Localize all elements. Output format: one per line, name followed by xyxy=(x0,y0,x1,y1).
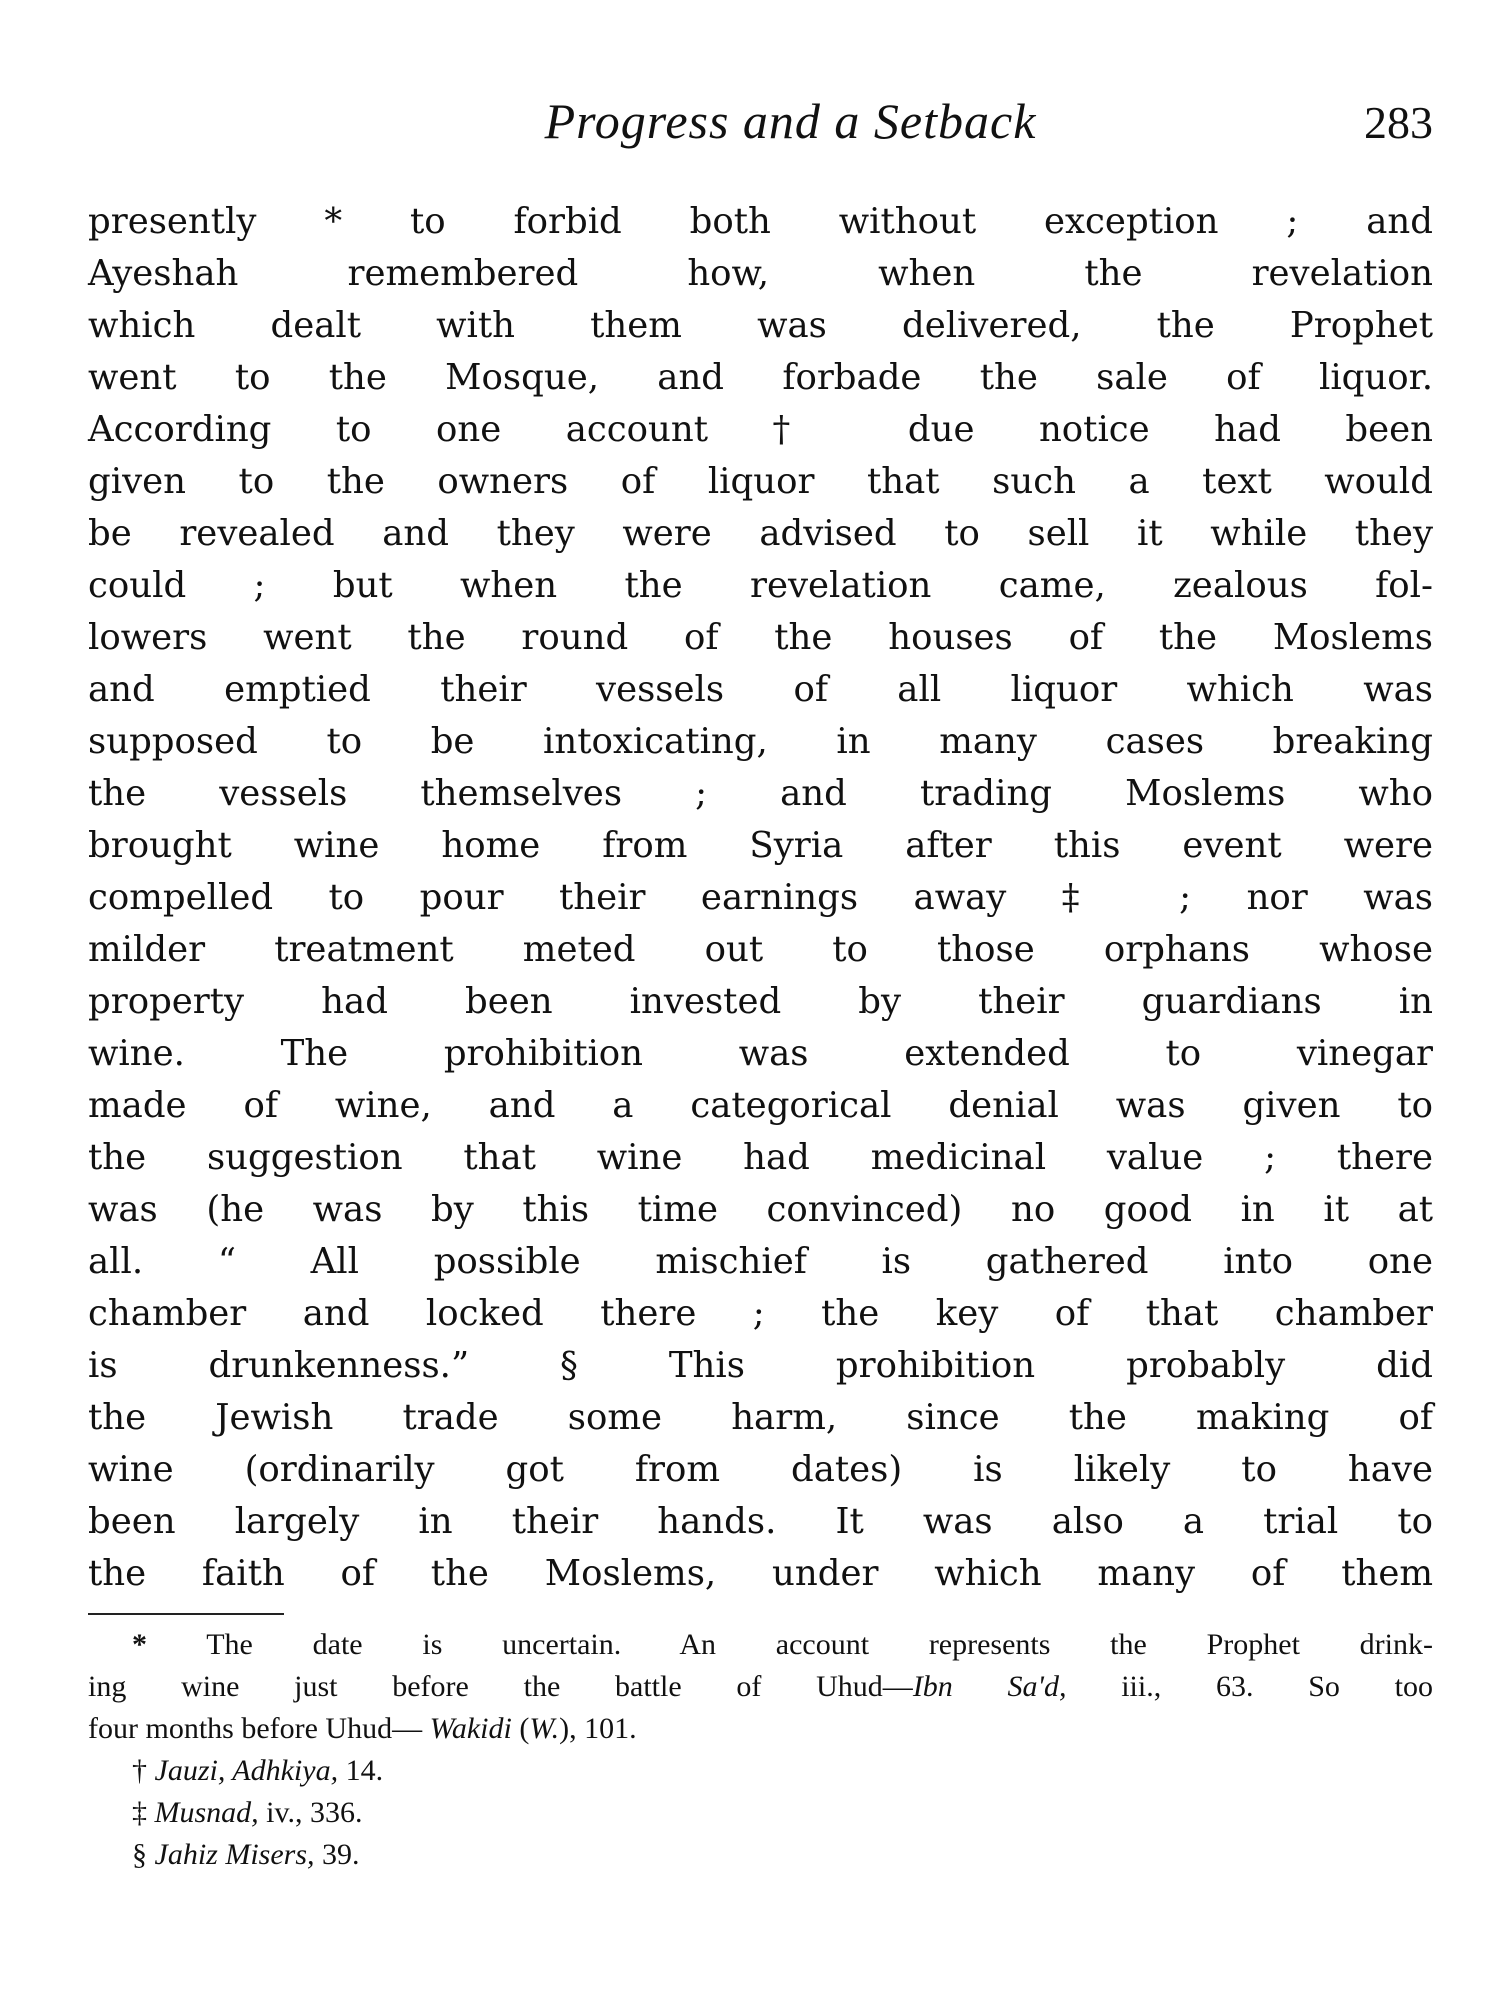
footnote-marker-double-dagger: ‡ xyxy=(132,1796,147,1829)
footnote-1-text: ( xyxy=(511,1712,530,1745)
footnote-marker-section: § xyxy=(132,1838,147,1871)
footnote-1-line-3 xyxy=(88,1708,1433,1750)
text-line: the suggestion that wine had medicinal value ; there xyxy=(88,1137,1433,1178)
text-line: According to one account † due notice had been xyxy=(88,409,1433,450)
footnote-marker-dagger: † xyxy=(132,1754,147,1787)
footnote-marker-asterisk: * xyxy=(132,1628,147,1661)
footnote-1-line-2 xyxy=(88,1666,1433,1708)
text-line: been largely in their hands. It was also a trial to xyxy=(88,1501,1433,1542)
footnote-2-text: 14. xyxy=(338,1754,384,1787)
footnote-4-text: 39. xyxy=(314,1838,360,1871)
footnote-1-text: iii., 63. So too xyxy=(1066,1670,1433,1703)
text-line: Ayeshah remembered how, when the revelation xyxy=(88,253,1433,294)
footnote-1-text: The date is uncertain. An account represents the Prophet drink- xyxy=(206,1628,1433,1661)
footnote-2-citation: Jauzi, Adhkiya, xyxy=(154,1754,339,1787)
text-line: which dealt with them was delivered, the Prophet xyxy=(88,305,1433,346)
footnote-2 xyxy=(88,1750,1433,1792)
text-line: milder treatment meted out to those orphans whose xyxy=(88,929,1433,970)
text-line: brought wine home from Syria after this event were xyxy=(88,825,1433,866)
footnote-1-citation: Ibn Sa'd, xyxy=(912,1670,1067,1703)
footnote-1-citation: Wakidi xyxy=(429,1712,512,1745)
text-line: property had been invested by their guardians in xyxy=(88,981,1433,1022)
footnote-3-citation: Musnad, xyxy=(154,1796,259,1829)
footnotes xyxy=(88,1624,1433,1876)
footnote-4-citation: Jahiz Misers, xyxy=(154,1838,315,1871)
page-number: 283 xyxy=(1364,97,1433,148)
text-line: all. “ All possible mischief is gathered into one xyxy=(88,1241,1433,1282)
text-line: and emptied their vessels of all liquor which was xyxy=(88,669,1433,710)
footnote-1-line-1 xyxy=(88,1624,1433,1666)
footnote-3-text: iv., 336. xyxy=(258,1796,363,1829)
text-line: supposed to be intoxicating, in many cases breaking xyxy=(88,721,1433,762)
text-line: could ; but when the revelation came, zealous fol- xyxy=(88,565,1433,606)
footnote-rule xyxy=(88,1613,284,1615)
text-line: went to the Mosque, and forbade the sale of liquor. xyxy=(88,357,1433,398)
text-line: wine (ordinarily got from dates) is likely to have xyxy=(88,1449,1433,1490)
text-line: is drunkenness.” § This prohibition probably did xyxy=(88,1345,1433,1386)
text-line: given to the owners of liquor that such a text would xyxy=(88,461,1433,502)
footnote-1-citation: W. xyxy=(529,1712,560,1745)
text-line: was (he was by this time convinced) no good in it at xyxy=(88,1189,1433,1230)
text-line: the vessels themselves ; and trading Moslems who xyxy=(88,773,1433,814)
footnote-4 xyxy=(88,1834,1433,1876)
text-line: be revealed and they were advised to sell it while they xyxy=(88,513,1433,554)
text-line: presently * to forbid both without exception ; and xyxy=(88,201,1433,242)
text-line: chamber and locked there ; the key of that chamber xyxy=(88,1293,1433,1334)
body-text xyxy=(88,196,1433,1600)
text-line: lowers went the round of the houses of the Moslems xyxy=(88,617,1433,658)
text-line: the Jewish trade some harm, since the making of xyxy=(88,1397,1433,1438)
footnote-1-text: ing wine just before the battle of Uhud— xyxy=(88,1670,913,1703)
footnote-1-text: ), 101. xyxy=(559,1712,637,1745)
text-line: the faith of the Moslems, under which many of them xyxy=(88,1553,1433,1594)
chapter-title: Progress and a Setback xyxy=(544,93,1037,149)
text-line: made of wine, and a categorical denial was given to xyxy=(88,1085,1433,1126)
footnote-3 xyxy=(88,1792,1433,1834)
text-line: compelled to pour their earnings away ‡ ; nor was xyxy=(88,877,1433,918)
text-line: wine. The prohibition was extended to vinegar xyxy=(88,1033,1433,1074)
footnote-1-text: four months before Uhud— xyxy=(88,1712,430,1745)
running-head xyxy=(88,92,1433,162)
